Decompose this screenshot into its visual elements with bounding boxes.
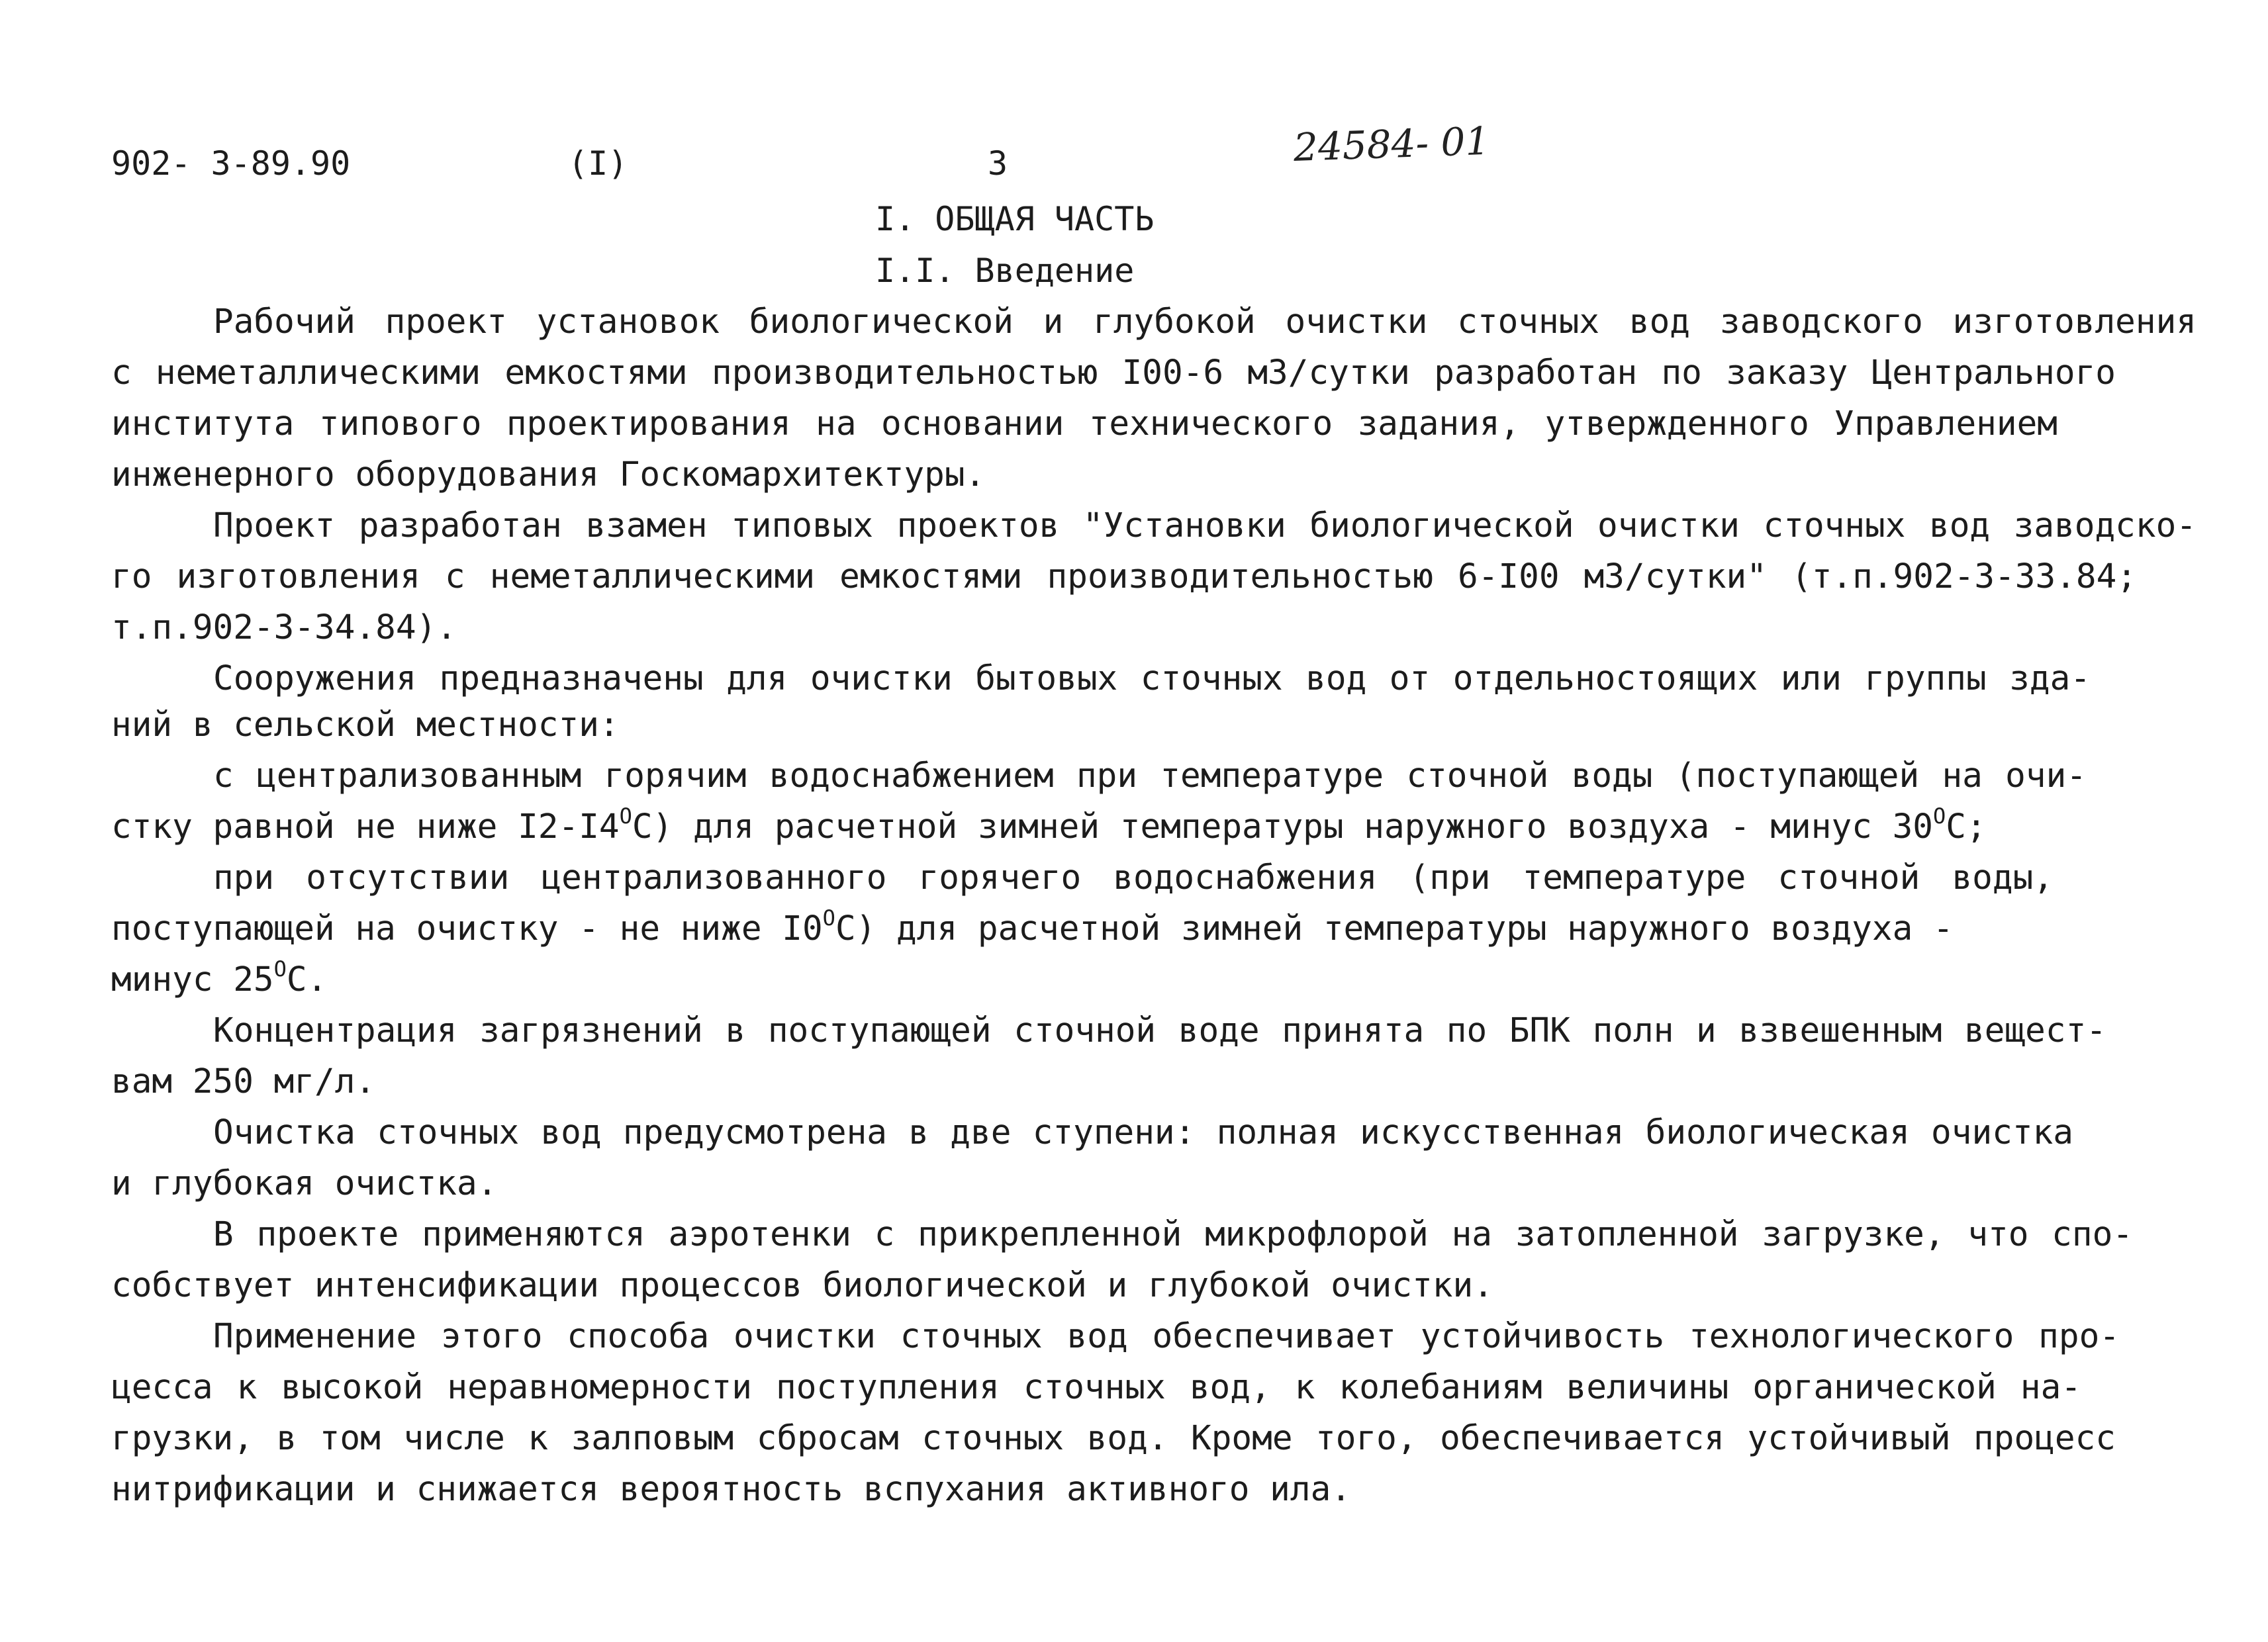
paragraph-line: при отсутствии централизованного горячего водоснабжения (при температуре сточной воды,	[213, 858, 2054, 897]
paragraph-line: Очистка сточных вод предусмотрена в две ступени: полная искусственная биологическая очистка	[213, 1113, 2073, 1152]
paragraph-line: Концентрация загрязнений в поступающей сточной воде принята по БПК полн и взвешенным вещест-	[213, 1011, 2106, 1050]
paragraph-line: с неметаллическими емкостями производительностью I00-6 м3/сутки разработан по заказу Центрального	[111, 353, 2116, 392]
paragraph-line: инженерного оборудования Госкомархитектуры.	[111, 455, 986, 494]
paragraph-line: цесса к высокой неравномерности поступления сточных вод, к колебаниям величины органической на-	[111, 1368, 2081, 1407]
paragraph-line: минус $25^OC$.	[111, 956, 328, 999]
paragraph-line: вам 250 мг/л.	[111, 1062, 376, 1101]
document-code: 902- 3-89.90	[111, 144, 351, 183]
handwritten-inventory-number: 24584- 01	[1292, 118, 1491, 170]
paragraph-line: с централизованным горячим водоснабжением при температуре сточной воды (поступающей на очи-	[213, 756, 2087, 796]
paragraph-line: стку равной не ниже $I2-I4^OC$) для расчетной зимней температуры наружного воздуха - минус $30^OC$;	[111, 803, 1987, 846]
page-number: 3	[988, 144, 1008, 183]
document-part: (I)	[568, 144, 628, 183]
paragraph-line: Сооружения предназначены для очистки бытовых сточных вод от отдельностоящих или группы зда-	[213, 659, 2091, 698]
paragraph-line: собствует интенсификации процессов биологической и глубокой очистки.	[111, 1266, 1493, 1305]
section-title: I. ОБЩАЯ ЧАСТЬ	[875, 200, 1155, 238]
paragraph-line: и глубокая очистка.	[111, 1164, 498, 1203]
paragraph-line: института типового проектирования на основании технического задания, утвержденного Управлением	[111, 404, 2057, 443]
section-subtitle: I.I. Введение	[875, 251, 1135, 290]
paragraph-line: го изготовления с неметаллическими емкостями производительностью 6-I00 м3/сутки" (т.п.902-3-33.84;	[111, 557, 2137, 596]
paragraph-line: Проект разработан взамен типовых проектов "Установки биологической очистки сточных вод заводско-	[213, 506, 2197, 545]
paragraph-line: грузки, в том числе к залповым сбросам сточных вод. Кроме того, обеспечивается устойчивый процесс	[111, 1419, 2116, 1458]
paragraph-line: нитрификации и снижается вероятность вспухания активного ила.	[111, 1470, 1351, 1509]
paragraph-line: т.п.902-3-34.84).	[111, 608, 457, 647]
paragraph-line: В проекте применяются аэротенки с прикрепленной микрофлорой на затопленной загрузке, что спо-	[213, 1215, 2133, 1254]
paragraph-line: Рабочий проект установок биологической и глубокой очистки сточных вод заводского изготовления	[213, 302, 2197, 342]
paragraph-line: поступающей на очистку - не ниже $I0^OC$) для расчетной зимней температуры наружного воздуха -	[111, 905, 1954, 948]
paragraph-line: Применение этого способа очистки сточных вод обеспечивает устойчивость технологического про-	[213, 1317, 2120, 1356]
paragraph-line: ний в сельской местности:	[111, 706, 620, 745]
